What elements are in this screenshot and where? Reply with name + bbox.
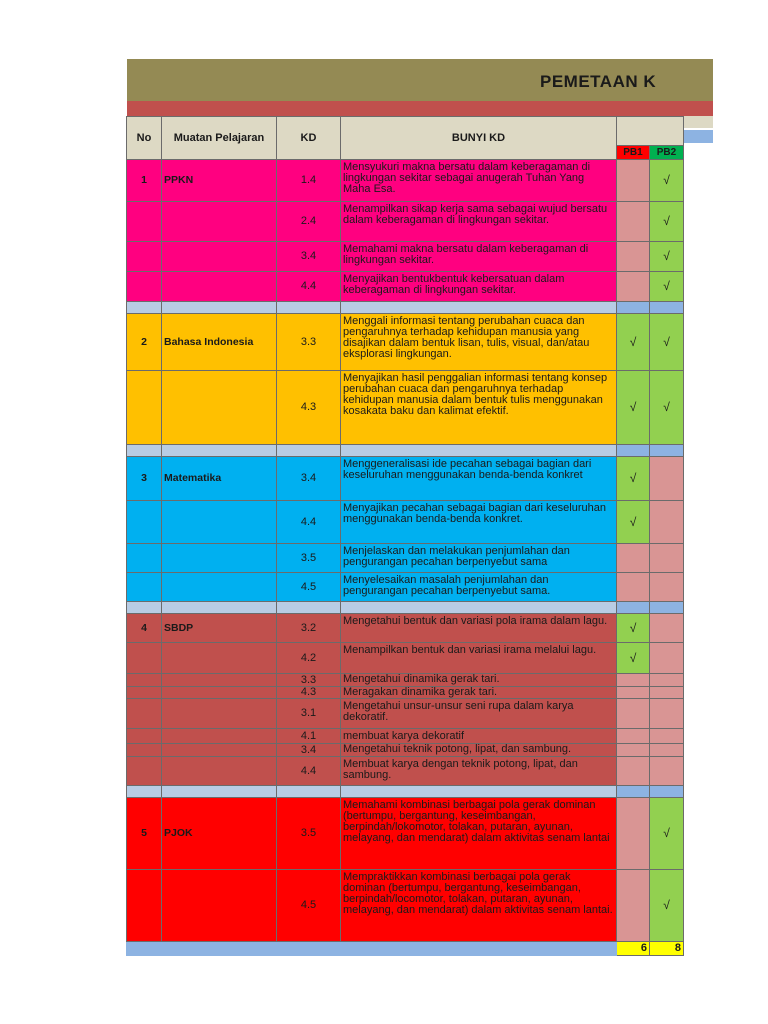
total-pb1: 6 (617, 942, 650, 956)
header-bunyi: BUNYI KD (341, 117, 617, 160)
kd-mapping-table (126, 116, 683, 956)
kd-text: Menyajikan hasil penggalian informasi tentang konsep perubahan cuaca dan pengaruhnya terhadap kehidupan manusia dalam bentuk tulis menggunakan kosakata baku dan kalimat efektif. (341, 371, 617, 445)
kd-code: 1.4 (277, 160, 341, 202)
kd-code: 4.3 (277, 687, 341, 699)
subject-no: 3 (127, 457, 162, 501)
page-title: PEMETAAN K (540, 72, 657, 91)
separator-row (127, 445, 684, 457)
subject-name: Matematika (162, 457, 277, 501)
total-pb2: 8 (650, 942, 684, 956)
subject-name: PPKN (162, 160, 277, 202)
table-row (127, 202, 684, 242)
kd-text: Menggali informasi tentang perubahan cuaca dan pengaruhnya terhadap kehidupan manusia yang disajikan dalam bentuk lisan, tulis, visual, dan/atau eksplorasi lingkungan. (341, 314, 617, 371)
table-row (127, 744, 684, 757)
table-row (127, 242, 684, 272)
kd-code: 4.2 (277, 643, 341, 674)
separator-row (127, 786, 684, 798)
pb1-check: √ (617, 314, 650, 371)
kd-code: 3.4 (277, 744, 341, 757)
header-row (127, 117, 684, 146)
kd-code: 3.5 (277, 544, 341, 573)
pb1-check: √ (617, 643, 650, 674)
header-strip-blue (683, 130, 713, 143)
kd-text: Menjelaskan dan melakukan penjumlahan dan pengurangan pecahan berpenyebut sama (341, 544, 617, 573)
kd-text: Mengetahui bentuk dan variasi pola irama dalam lagu. (341, 614, 617, 643)
table-row (127, 699, 684, 729)
header-strip (683, 116, 713, 128)
pb2-check: √ (650, 242, 684, 272)
pb1-check: √ (617, 371, 650, 445)
kd-text: Meragakan dinamika gerak tari. (341, 687, 617, 699)
header-divider (127, 101, 713, 116)
title-banner (127, 59, 713, 101)
header-kd: KD (277, 117, 341, 160)
subject-name: PJOK (162, 798, 277, 870)
kd-text: Menyajikan bentukbentuk kebersatuan dalam keberagaman di lingkungan sekitar. (341, 272, 617, 302)
table-row (127, 544, 684, 573)
kd-code: 4.4 (277, 501, 341, 544)
pb2-check: √ (650, 202, 684, 242)
separator-row (127, 302, 684, 314)
kd-text: Mensyukuri makna bersatu dalam keberagaman di lingkungan sekitar sebagai anugerah Tuhan Yang Maha Esa. (341, 160, 617, 202)
table-row (127, 457, 684, 501)
kd-code: 4.4 (277, 272, 341, 302)
table-row (127, 687, 684, 699)
table-row (127, 371, 684, 445)
table-row (127, 573, 684, 602)
table-row (127, 643, 684, 674)
kd-text: Menampilkan bentuk dan variasi irama melalui lagu. (341, 643, 617, 674)
table-row (127, 501, 684, 544)
kd-code: 3.2 (277, 614, 341, 643)
subject-no: 4 (127, 614, 162, 643)
table-row (127, 798, 684, 870)
header-muatan: Muatan Pelajaran (162, 117, 277, 160)
kd-code: 3.5 (277, 798, 341, 870)
pb1-cell (617, 160, 650, 202)
pb2-check: √ (650, 160, 684, 202)
separator-row (127, 602, 684, 614)
kd-code: 3.3 (277, 314, 341, 371)
kd-code: 3.4 (277, 457, 341, 501)
kd-code: 4.4 (277, 757, 341, 786)
subject-name: Bahasa Indonesia (162, 314, 277, 371)
kd-code: 4.1 (277, 729, 341, 744)
kd-code: 3.4 (277, 242, 341, 272)
table-row (127, 160, 684, 202)
pb2-check: √ (650, 798, 684, 870)
table-row (127, 272, 684, 302)
table-row (127, 614, 684, 643)
kd-text: Membuat karya dengan teknik potong, lipat, dan sambung. (341, 757, 617, 786)
table-row (127, 870, 684, 942)
pb2-check: √ (650, 371, 684, 445)
kd-code: 2.4 (277, 202, 341, 242)
pb1-check: √ (617, 457, 650, 501)
kd-text: Memahami makna bersatu dalam keberagaman di lingkungan sekitar. (341, 242, 617, 272)
kd-code: 4.3 (277, 371, 341, 445)
header-no: No (127, 117, 162, 160)
table-row (127, 729, 684, 744)
pb2-check: √ (650, 314, 684, 371)
kd-text: Menyelesaikan masalah penjumlahan dan pengurangan pecahan berpenyebut sama. (341, 573, 617, 602)
pb2-check: √ (650, 272, 684, 302)
header-pb2: PB2 (650, 146, 684, 160)
kd-text: Mengetahui unsur-unsur seni rupa dalam karya dekoratif. (341, 699, 617, 729)
kd-text: membuat karya dekoratif (341, 729, 617, 744)
subject-no: 1 (127, 160, 162, 202)
totals-row (127, 942, 684, 956)
header-pb1: PB1 (617, 146, 650, 160)
subject-no: 2 (127, 314, 162, 371)
kd-code: 4.5 (277, 870, 341, 942)
table-row (127, 314, 684, 371)
pb1-check: √ (617, 614, 650, 643)
table-row (127, 674, 684, 687)
kd-text: Mengetahui dinamika gerak tari. (341, 674, 617, 687)
pb1-check: √ (617, 501, 650, 544)
table-row (127, 757, 684, 786)
subject-no: 5 (127, 798, 162, 870)
kd-text: Menyajikan pecahan sebagai bagian dari keseluruhan menggunakan benda-benda konkret. (341, 501, 617, 544)
kd-code: 3.1 (277, 699, 341, 729)
kd-text: Memahami kombinasi berbagai pola gerak dominan (bertumpu, bergantung, keseimbangan, berpindah/lokomotor, tolakan, putaran, ayunan, melayang, dan mendarat) dalam aktivitas senam lantai (341, 798, 617, 870)
kd-text: Mempraktikkan kombinasi berbagai pola gerak dominan (bertumpu, bergantung, keseimbangan, berpindah/locomotor, tolakan, putaran, ayunan, melayang, dan mendarat) dalam aktivitas senam lantai. (341, 870, 617, 942)
kd-text: Menggeneralisasi ide pecahan sebagai bagian dari keseluruhan menggunakan benda-benda konkret (341, 457, 617, 501)
subject-name: SBDP (162, 614, 277, 643)
kd-text: Menampilkan sikap kerja sama sebagai wujud bersatu dalam keberagaman di lingkungan sekitar. (341, 202, 617, 242)
kd-code: 4.5 (277, 573, 341, 602)
kd-text: Mengetahui teknik potong, lipat, dan sambung. (341, 744, 617, 757)
kd-code: 3.3 (277, 674, 341, 687)
pb2-check: √ (650, 870, 684, 942)
